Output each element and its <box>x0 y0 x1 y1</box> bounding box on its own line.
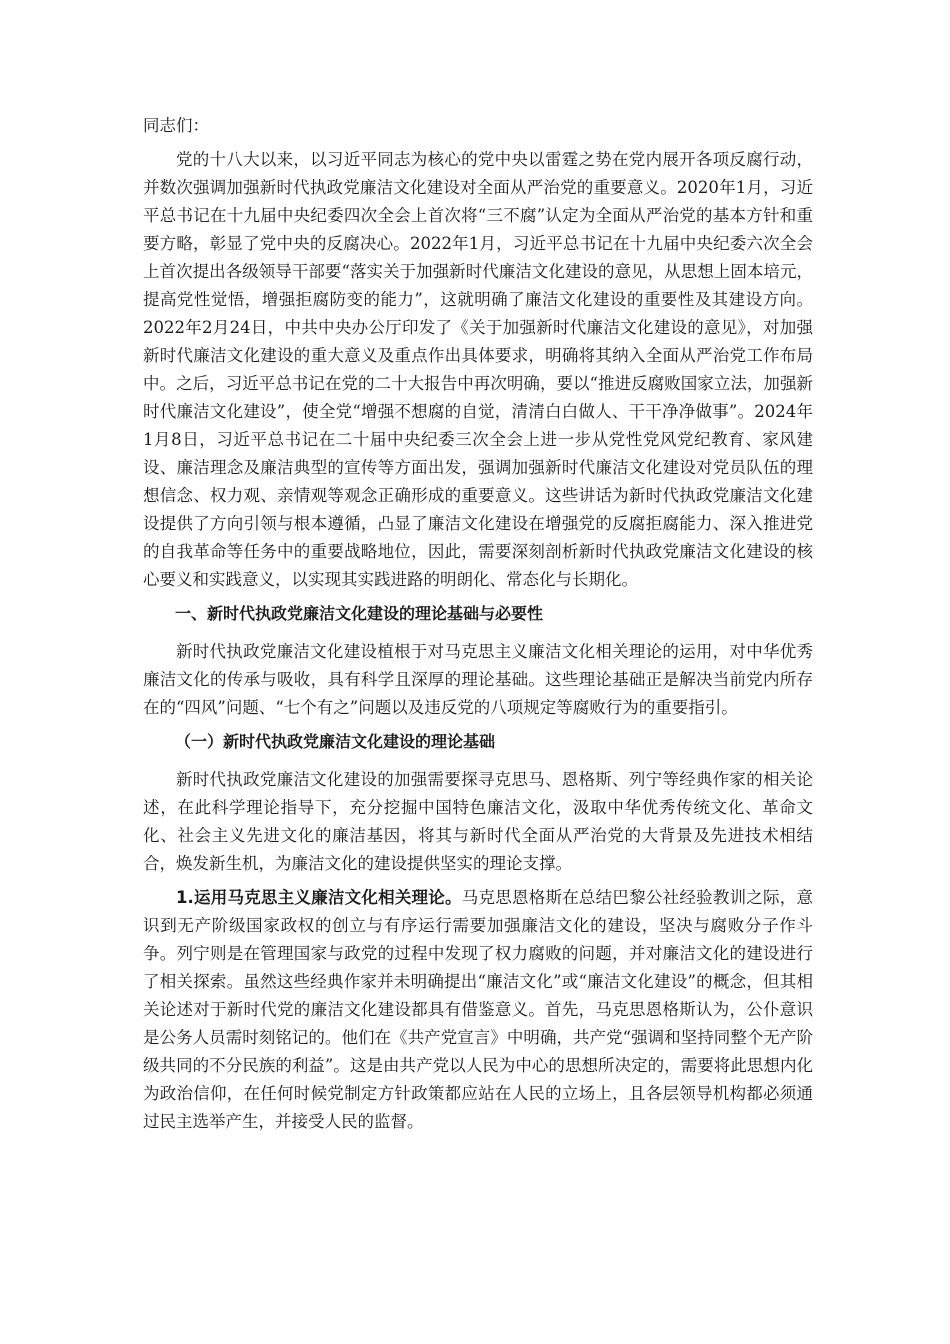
subsection-1-paragraph: 新时代执政党廉洁文化建设的加强需要探寻克思马、恩格斯、列宁等经典作家的相关论述，在此科学理论指导下，充分挖掘中国特色廉洁文化，汲取中华优秀传统文化、革命文化、社会主义先进文化的廉洁基因，将其与新时代全面从严治党的大背景及先进技术相结合，焕发新生机，为廉洁文化的建设提供坚实的理论支撑。 <box>143 770 813 873</box>
section-heading-1: 一、新时代执政党廉洁文化建设的理论基础与必要性 <box>175 604 544 623</box>
salutation: 同志们： <box>143 116 209 135</box>
item-1-body: 马克思恩格斯在总结巴黎公社经验教训之际，意识到无产阶级国家政权的创立与有序运行需要加强廉洁文化的建设，坚决与腐败分子作斗争。列宁则是在管理国家与政党的过程中发现了权力腐败的问题，并对廉洁文化的建设进行了相关探索。虽然这些经典作家并未明确提出“廉洁文化”或“廉洁文化建设”的概念，但其相关论述对于新时代党的廉洁文化建设都具有借鉴意义。首先，马克思恩格斯认为，公仆意识是公务人员需时刻铭记的。他们在《共产党宣言》中明确，共产党“强调和坚持同整个无产阶级共同的不分民族的利益”。这是由共产党以人民为中心的思想所决定的，需要将此思想内化为政治信仰，在任何时候党制定方针政策都应站在人民的立场上，且各层领导机构都必须通过民主选举产生，并接受人民的监督。 <box>143 888 814 1131</box>
item-1-lead: 1.运用马克思主义廉洁文化相关理论。 <box>176 888 462 907</box>
subsection-heading-1: （一）新时代执政党廉洁文化建设的理论基础 <box>175 732 496 751</box>
section-1-paragraph: 新时代执政党廉洁文化建设植根于对马克思主义廉洁文化相关理论的运用，对中华优秀廉洁文化的传承与吸收，具有科学且深厚的理论基础。这些理论基础正是解决当前党内所存在的“四风”问题、“七个有之”问题以及违反党的八项规定等腐败行为的重要指引。 <box>143 642 813 717</box>
document-body <box>143 112 813 1142</box>
intro-paragraph: 党的十八大以来，以习近平同志为核心的党中央以雷霆之势在党内展开各项反腐行动，并数次强调加强新时代执政党廉洁文化建设对全面从严治党的重要意义。2020年1月，习近平总书记在十九届中央纪委四次全会上首次将“三不腐”认定为全面从严治党的基本方针和重要方略，彰显了党中央的反腐决心。2022年1月，习近平总书记在十九届中央纪委六次全会上首次提出各级领导干部要“落实关于加强新时代廉洁文化建设的意见，从思想上固本培元，提高党性觉悟，增强拒腐防变的能力”，这就明确了廉洁文化建设的重要性及其建设方向。2022年2月24日，中共中央办公厅印发了《关于加强新时代廉洁文化建设的意见》，对加强新时代廉洁文化建设的重大意义及重点作出具体要求，明确将其纳入全面从严治党工作布局中。之后，习近平总书记在党的二十大报告中再次明确，要以“推进反腐败国家立法，加强新时代廉洁文化建设”，使全党“增强不想腐的自觉，清清白白做人、干干净净做事”。2024年1月8日，习近平总书记在二十届中央纪委三次全会上进一步从党性党风党纪教育、家风建设、廉洁理念及廉洁典型的宣传等方面出发，强调加强新时代廉洁文化建设对党员队伍的理想信念、权力观、亲情观等观念正确形成的重要意义。这些讲话为新时代执政党廉洁文化建设提供了方向引领与根本遵循，凸显了廉洁文化建设在增强党的反腐拒腐能力、深入推进党的自我革命等任务中的重要战略地位，因此，需要深刻剖析新时代执政党廉洁文化建设的核心要义和实践意义，以实现其实践进路的明朗化、常态化与长期化。 <box>143 150 813 589</box>
item-1-paragraph <box>143 884 813 1136</box>
